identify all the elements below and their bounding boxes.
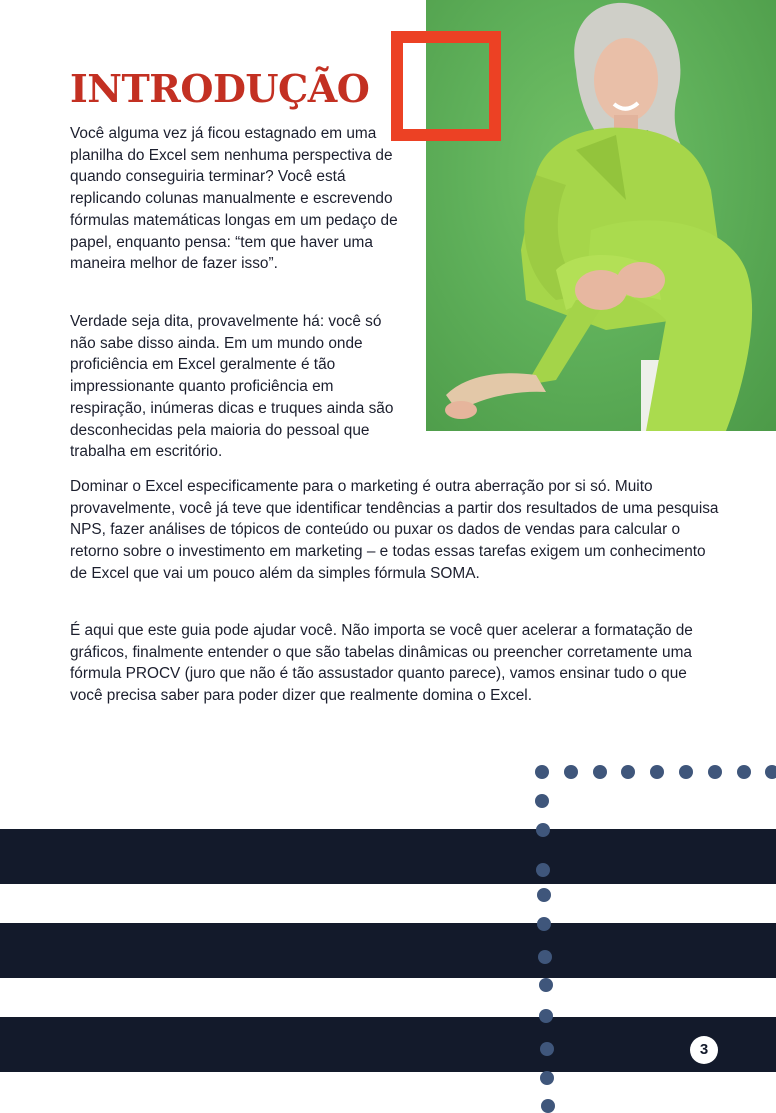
intro-paragraph-1: Você alguma vez já ficou estagnado em uma planilha do Excel sem nenhuma perspectiva de quando conseguiria terminar? Você está replicando colunas manualmente e escrevendo fórmulas matemáticas longas em um pedaço de papel, enquanto pensa: “tem que haver uma maneira melhor de fazer isso”. bbox=[70, 125, 398, 273]
intro-paragraph-2: Verdade seja dita, provavelmente há: você só não sabe disso ainda. Em um mundo onde proficiência em Excel geralmente é tão impressionante quanto proficiência em respiração, inúmeras dicas e truques ainda são desconhecidas pela maioria do pessoal que trabalha em escritório. bbox=[70, 313, 394, 461]
dot bbox=[765, 765, 776, 779]
dot bbox=[564, 765, 578, 779]
dot bbox=[737, 765, 751, 779]
dot bbox=[536, 823, 550, 837]
dot bbox=[650, 765, 664, 779]
dot bbox=[539, 978, 553, 992]
navy-stripe-2 bbox=[0, 923, 776, 978]
dot bbox=[593, 765, 607, 779]
navy-stripe-1 bbox=[0, 829, 776, 884]
page-number: 3 bbox=[690, 1036, 718, 1064]
page-title: INTRODUÇÃO bbox=[70, 66, 370, 111]
dot bbox=[708, 765, 722, 779]
dot bbox=[537, 888, 551, 902]
dot bbox=[535, 765, 549, 779]
dot bbox=[540, 1071, 554, 1085]
dot bbox=[535, 794, 549, 808]
dot bbox=[621, 765, 635, 779]
red-square-accent bbox=[391, 31, 501, 141]
intro-paragraph-3: Dominar o Excel especificamente para o marketing é outra aberração por si só. Muito provavelmente, você já teve que identificar tendências a partir dos resultados de uma pesquisa NPS, fazer análises de tópicos de conteúdo ou puxar os dados de vendas para calcular o retorno sobre o investimento em marketing – e todas essas tarefas exigem um conhecimento de Excel que vai um pouco além da simples fórmula SOMA. bbox=[70, 478, 719, 582]
dot bbox=[540, 1042, 554, 1056]
navy-stripe-3 bbox=[0, 1017, 776, 1072]
dot bbox=[541, 1099, 555, 1113]
dot bbox=[679, 765, 693, 779]
dot bbox=[538, 950, 552, 964]
intro-paragraph-4: É aqui que este guia pode ajudar você. Não importa se você quer acelerar a formatação de gráficos, finalmente entender o que são tabelas dinâmicas ou preencher corretamente uma fórmula PROCV (juro que não é tão assustador quanto parece), vamos ensinar tudo o que você precisa saber para poder dizer que realmente domina o Excel. bbox=[70, 622, 693, 705]
